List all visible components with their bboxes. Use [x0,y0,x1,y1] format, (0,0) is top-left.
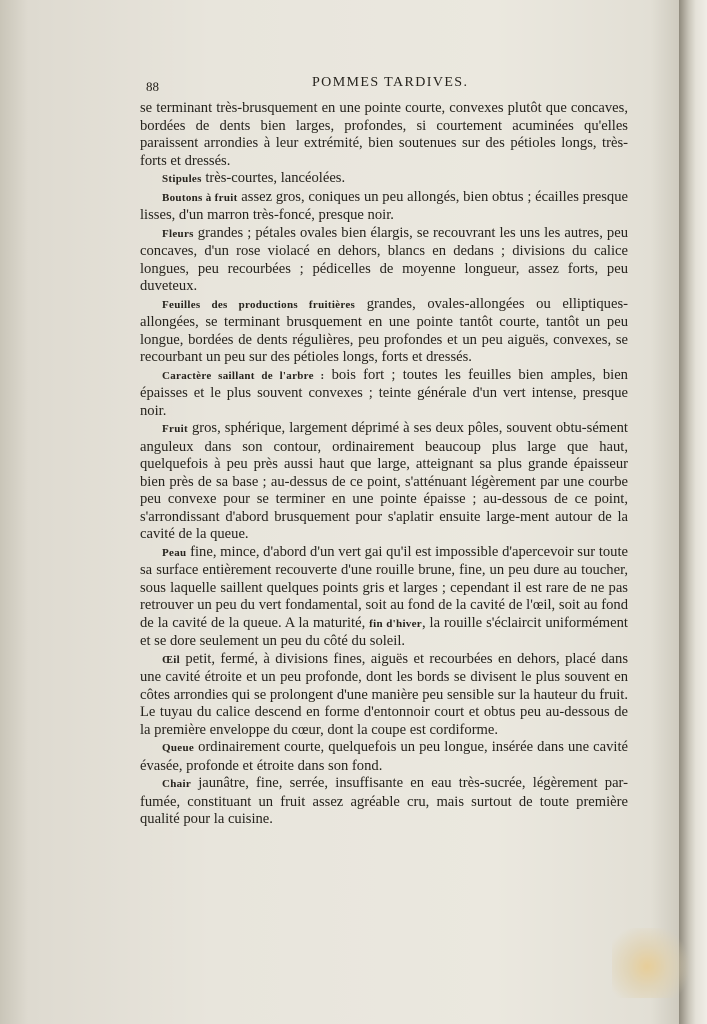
term-caractere: Caractère saillant de l'arbre : [162,369,325,382]
paragraph-peau [140,544,628,651]
paragraph-text: bois fort ; toutes les feuilles bien amples, bien épaisses et le plus souvent convexes ; teinte générale d'un vert intense, presque noir. [140,366,628,419]
page-edge [679,0,707,1024]
paragraph-text: , la rouille s'éclaircit uniformément et se dore seulement un peu du côté du soleil. [140,614,628,649]
paragraph-caractere [140,367,628,421]
page-number: 88 [146,79,159,94]
term-feuilles: Feuilles des productions fruitières [162,298,356,311]
term-fleurs: Fleurs [162,227,194,240]
paragraph-text: petit, fermé, à divisions fines, aiguës et recourbées en dehors, placé dans une cavité étroite et un peu profonde, dont les bords se divisent le plus souvent en côtes arrondies qui se prolongent d'une manière peu sensible sur la hauteur du fruit. Le tuyau du calice descend en forme d'entonnoir court et obtus peu au-dessous de la première enveloppe du cœur, dont la coupe est cordiforme. [140,650,628,738]
paragraph-text: gros, sphérique, largement déprimé à ses deux pôles, souvent obtu-sément anguleux dans son contour, ordinairement beaucoup plus large que haut, quelquefois à peu près aussi haut que large, atteignant sa plus grande épaisseur bien près de sa base ; au-dessus de ce point, s'atténuant légèrement par une courbe peu convexe pour se terminer en une pointe épaisse ; au-dessous de ce point, s'arrondissant d'abord brusquement pour s'aplatir ensuite large-ment autour de la cavité de la queue. [140,420,628,542]
paragraph-text: ordinairement courte, quelquefois un peu longue, insérée dans une cavité évasée, profonde et étroite dans son fond. [140,739,628,774]
page-header [140,70,628,100]
term-queue: Queue [162,742,195,754]
paragraph-text: fine, mince, d'abord d'un vert gai qu'il est impossible d'apercevoir sur toute sa surface entièrement recouverte d'une rouille brune, fine, un peu dure au toucher, sous laquelle saillent quelques points gris et larges ; cependant il est rare de ne pas retrouver un peu du vert fondamental, soit au fond de la cavité de l'œil, soit au fond de la cavité de la queue. A la maturité, [140,543,628,631]
paragraph-text: se terminant très-brusquement en une pointe courte, convexes plutôt que concaves, bordées de dents bien larges, profondes, si courtement acuminées qu'elles paraissent arrondies à leur extrémité, bien soutenues sur des pétioles longs, très-forts et dressés. [140,100,628,169]
paragraph-stipules [140,170,628,189]
paragraph-chair [140,775,628,829]
paragraph-fleurs [140,225,628,296]
running-title: POMMES TARDIVES. [312,75,469,90]
paragraph-text: grandes ; pétales ovales bien élargis, se recouvrant les uns les autres, peu concaves, d'un rose violacé en dehors, blancs en dedans ; divisions du calice longues, peu recourbées ; pédicelles de moyenne longueur, assez forts, peu duveteux. [140,224,628,294]
term-peau: Peau [162,546,187,559]
paragraph-feuilles [140,296,628,367]
term-chair: Chair [162,778,191,790]
term-boutons: Boutons à fruit [162,191,238,204]
term-oeil: Œil [162,653,181,666]
paragraph-text: grandes, ovales-allongées ou elliptiques-allongées, se terminant brusquement en une pointe tantôt courte, tantôt un peu longue, bordées de dents régulières, peu profondes et un peu aiguës, convexes, se recourbant un peu sur des pétioles longs, forts et dressés. [140,295,628,365]
term-fin-hiver: fin d'hiver [369,617,422,630]
corner-stain [612,928,690,998]
paragraph-fruit [140,420,628,544]
term-stipules: Stipules [162,173,202,185]
paragraph-continuation [140,100,628,170]
paragraph-boutons [140,189,628,225]
paragraph-text: jaunâtre, fine, serrée, insuffisante en eau très-sucrée, légèrement par-fumée, constituant un fruit assez agréable cru, mais surtout de toute première qualité pour la cuisine. [140,775,628,827]
term-fruit: Fruit [162,423,188,435]
paragraph-oeil [140,651,628,740]
paragraph-text: très-courtes, lancéolées. [201,170,346,186]
page-content [140,70,628,829]
paragraph-text: assez gros, coniques un peu allongés, bien obtus ; écailles presque lisses, d'un marron très-foncé, presque noir. [140,188,628,223]
paragraph-queue [140,739,628,775]
